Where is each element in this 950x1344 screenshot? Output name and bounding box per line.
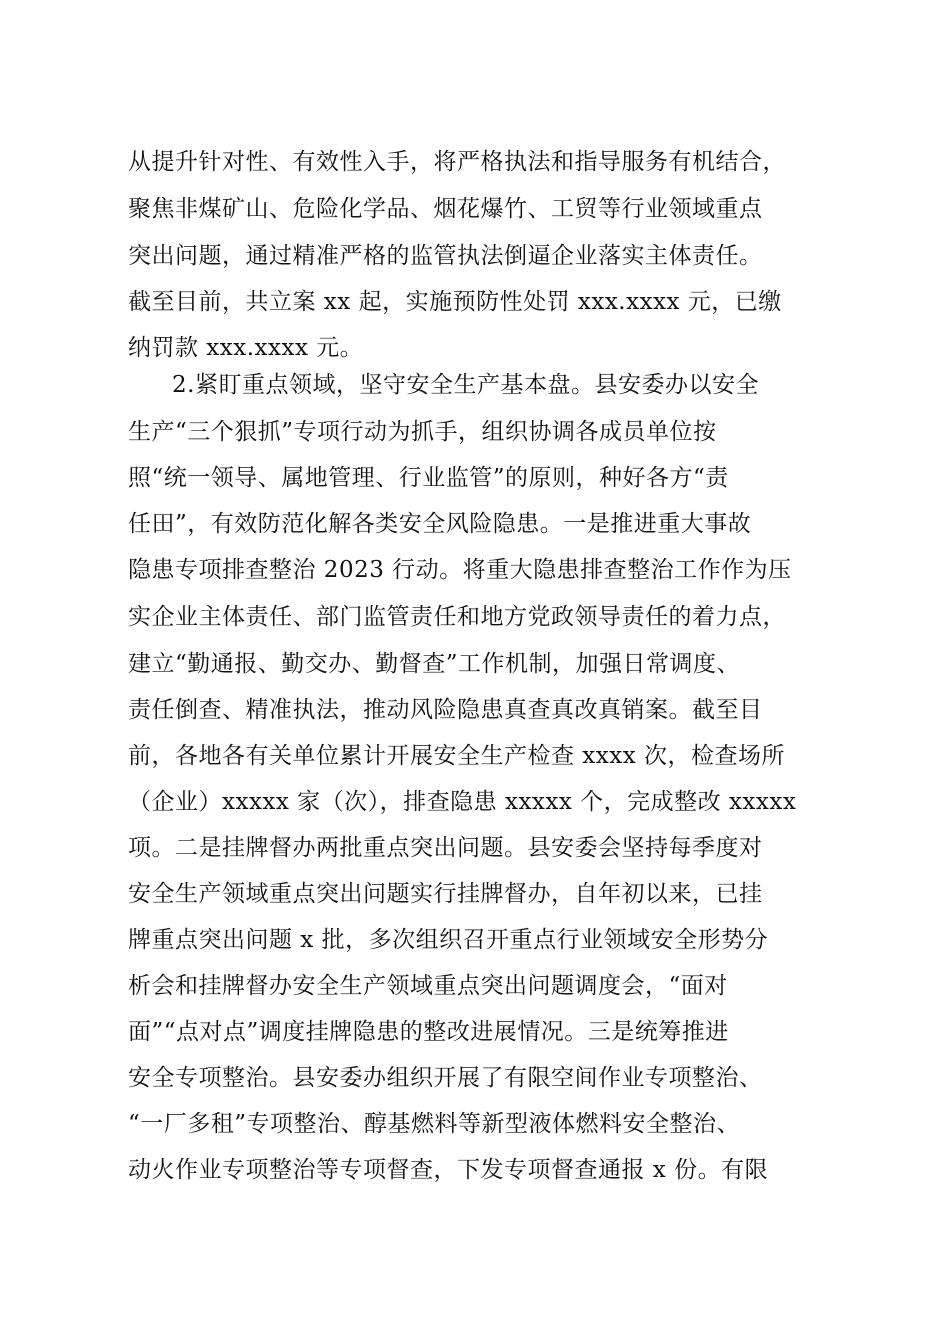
text-line: 项。二是挂牌督办两批重点突出问题。县安委会坚持每季度对: [128, 835, 763, 861]
text-line: 面”“点对点”调度挂牌隐患的整改进展情况。三是统筹推进: [128, 1019, 729, 1045]
text-line: 安全生产领域重点突出问题实行挂牌督办，自年初以来，已挂: [128, 881, 763, 907]
text-line: 安全专项整治。县安委办组织开展了有限空间作业专项整治、: [128, 1065, 763, 1091]
text-line: 动火作业专项整治等专项督查，下发专项督查通报 x 份。有限: [128, 1157, 769, 1183]
text-line: 建立“勤通报、勤交办、勤督查”工作机制，加强日常调度、: [128, 651, 741, 677]
text-line: 截至目前，共立案 xx 起，实施预防性处罚 xxx.xxxx 元，已缴: [128, 289, 782, 315]
text-line: 责任倒查、精准执法，推动风险隐患真查真改真销案。截至目: [128, 697, 763, 723]
text-line: 隐患专项排查整治 2023 行动。将重大隐患排查整治工作作为压: [128, 557, 792, 583]
text-line: 析会和挂牌督办安全生产领域重点突出问题调度会，“面对: [128, 973, 728, 999]
text-line: 照“统一领导、属地管理、行业监管”的原则，种好各方“责: [128, 465, 729, 491]
text-line: 纳罚款 xxx.xxxx 元。: [128, 335, 364, 361]
text-line: 从提升针对性、有效性入手，将严格执法和指导服务有机结合，: [128, 149, 786, 175]
text-line: 前，各地各有关单位累计开展安全生产检查 xxxx 次，检查场所: [128, 743, 786, 769]
text-line: 牌重点突出问题 x 批，多次组织召开重点行业领域安全形势分: [128, 927, 769, 953]
text-line: 生产“三个狠抓”专项行动为抓手，组织协调各成员单位按: [128, 419, 717, 445]
text-line: （企业）xxxxx 家（次），排查隐患 xxxxx 个，完成整改 xxxxx: [128, 789, 797, 815]
text-line: “一厂多租”专项整治、醇基燃料等新型液体燃料安全整治、: [128, 1111, 741, 1137]
text-line: 实企业主体责任、部门监管责任和地方党政领导责任的着力点，: [128, 604, 786, 630]
text-line: 突出问题，通过精准严格的监管执法倒逼企业落实主体责任。: [128, 243, 763, 269]
section-heading-line: 2.紧盯重点领域，坚守安全生产基本盘。县安委办以安全: [172, 372, 759, 398]
text-line: 任田”，有效防范化解各类安全风险隐患。一是推进重大事故: [128, 511, 752, 537]
text-line: 聚焦非煤矿山、危险化学品、烟花爆竹、工贸等行业领域重点: [128, 196, 763, 222]
